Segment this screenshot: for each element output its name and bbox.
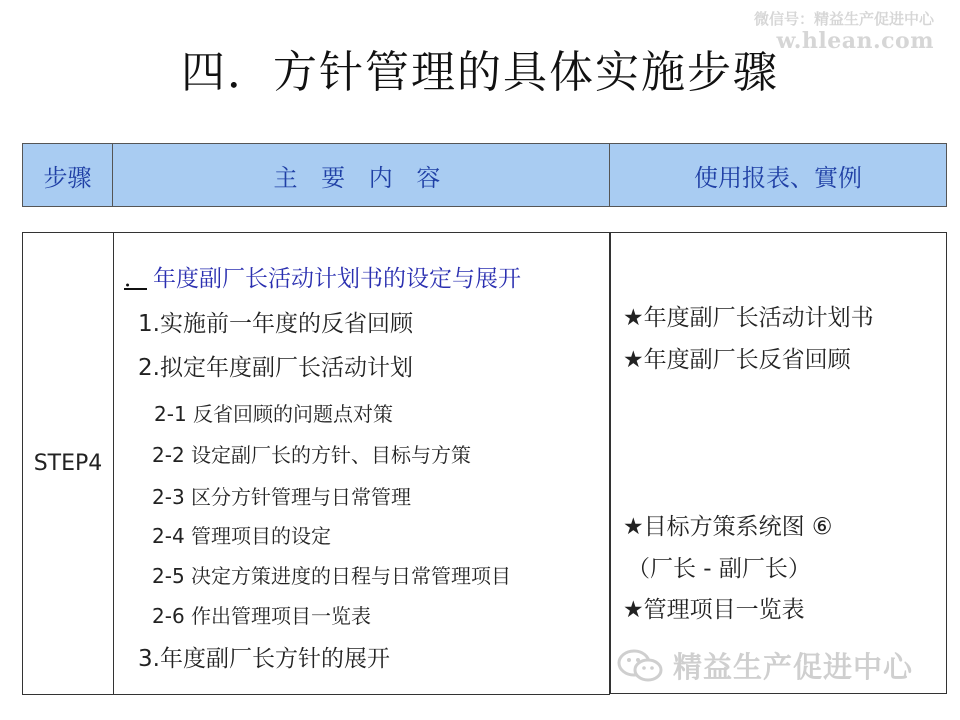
content-cell — [113, 232, 610, 695]
watermark-wechat-id: 微信号：精益生产促进中心 — [753, 10, 934, 28]
content-item: 2.拟定年度副厂长活动计划 — [138, 355, 413, 381]
content-subitem: 2-2 设定副厂长的方针、目标与方策 — [152, 443, 472, 467]
header-step: 步骤 — [22, 143, 113, 207]
content-subitem: 2-4 管理项目的设定 — [152, 524, 332, 548]
report-item: ★管理项目一览表 — [623, 597, 805, 623]
content-subitem: 2-3 区分方针管理与日常管理 — [152, 485, 412, 509]
content-heading — [124, 260, 521, 293]
watermark-bottom-text: 精益生产促进中心 — [673, 650, 914, 684]
step-cell: STEP4 — [22, 232, 114, 695]
content-subitem: 2-1 反省回顾的问题点对策 — [154, 402, 394, 426]
header-content: 主 要 内 容 — [113, 143, 610, 207]
content-subitem: 2-5 决定方策进度的日程与日常管理项目 — [152, 564, 512, 588]
header-report: 使用报表、實例 — [610, 143, 947, 207]
watermark-bottom — [617, 645, 913, 686]
report-item: ★目标方策系统图 ⑥ — [623, 514, 833, 540]
content-item: 1.实施前一年度的反省回顾 — [138, 311, 413, 337]
report-item: ★年度副厂长活动计划书 — [623, 305, 874, 331]
wechat-icon — [617, 648, 663, 684]
report-item: ★年度副厂长反省回顾 — [623, 347, 851, 373]
report-item: （厂长 - 副厂长） — [627, 556, 811, 582]
content-subitem: 2-6 作出管理项目一览表 — [152, 604, 372, 628]
heading-text: 年度副厂长活动计划书的设定与展开 — [153, 266, 521, 292]
report-cell — [610, 232, 947, 694]
table-header — [22, 143, 947, 207]
heading-marker: ． — [124, 266, 147, 292]
page-title: 四．方针管理的具体实施步骤 — [181, 47, 779, 98]
content-item: 3.年度副厂长方针的展开 — [138, 646, 390, 672]
watermark-website: w.hlean.com — [776, 28, 934, 54]
